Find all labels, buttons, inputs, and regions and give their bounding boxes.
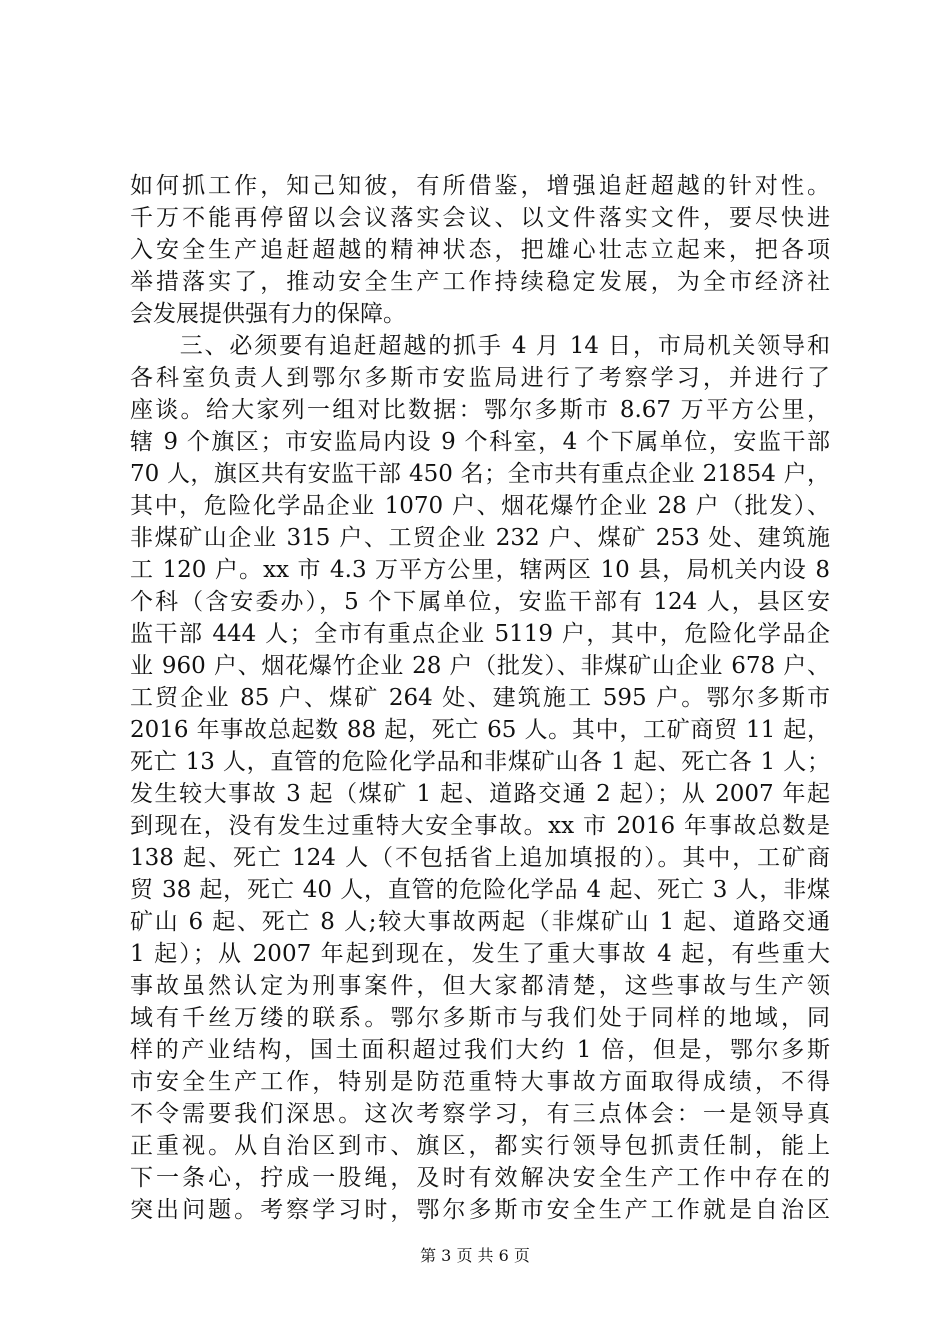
- text-line: 工贸企业 85 户、煤矿 264 处、建筑施工 595 户。鄂尔多斯市: [130, 685, 830, 711]
- text-line: 座谈。给大家列一组对比数据：鄂尔多斯市 8.67 万平方公里，: [130, 397, 830, 423]
- text-line: 矿山 6 起、死亡 8 人;较大事故两起（非煤矿山 1 起、道路交通: [130, 909, 830, 935]
- text-line: 工 120 户。xx 市 4.3 万平方公里，辖两区 10 县，局机关内设 8: [130, 557, 830, 583]
- text-line: 千万不能再停留以会议落实会议、以文件落实文件，要尽快进: [130, 205, 830, 231]
- text-line: 事故虽然认定为刑事案件，但大家都清楚，这些事故与生产领: [130, 973, 830, 999]
- text-line: 业 960 户、烟花爆竹企业 28 户（批发）、非煤矿山企业 678 户、: [130, 653, 830, 679]
- text-line: 各科室负责人到鄂尔多斯市安监局进行了考察学习，并进行了: [130, 365, 830, 391]
- text-line: 辖 9 个旗区；市安监局内设 9 个科室，4 个下属单位，安监干部: [130, 429, 830, 455]
- text-line: 138 起、死亡 124 人（不包括省上追加填报的）。其中，工矿商: [130, 845, 830, 871]
- text-line: 样的产业结构，国土面积超过我们大约 1 倍，但是，鄂尔多斯: [130, 1037, 830, 1063]
- text-line: 入安全生产追赶超越的精神状态，把雄心壮志立起来，把各项: [130, 237, 830, 263]
- text-line: 非煤矿山企业 315 户、工贸企业 232 户、煤矿 253 处、建筑施: [130, 525, 830, 551]
- text-line: 个科（含安委办），5 个下属单位，安监干部有 124 人，县区安: [130, 589, 830, 615]
- text-line: 其中，危险化学品企业 1070 户、烟花爆竹企业 28 户（批发）、: [130, 493, 830, 519]
- body-text: [130, 170, 830, 1226]
- text-line: 不令需要我们深思。这次考察学习，有三点体会：一是领导真: [130, 1101, 830, 1127]
- text-line: 70 人，旗区共有安监干部 450 名；全市共有重点企业 21854 户，: [130, 461, 830, 487]
- text-line: 发生较大事故 3 起（煤矿 1 起、道路交通 2 起）；从 2007 年起: [130, 781, 830, 807]
- text-line: 举措落实了，推动安全生产工作持续稳定发展，为全市经济社: [130, 269, 830, 295]
- text-line: 三、必须要有追赶超越的抓手 4 月 14 日，市局机关领导和: [130, 333, 830, 359]
- text-line: 2016 年事故总起数 88 起，死亡 65 人。其中，工矿商贸 11 起，: [130, 717, 830, 743]
- text-line: 下一条心，拧成一股绳，及时有效解决安全生产工作中存在的: [130, 1165, 830, 1191]
- text-line: 域有千丝万缕的联系。鄂尔多斯市与我们处于同样的地域，同: [130, 1005, 830, 1031]
- text-line: 市安全生产工作，特别是防范重特大事故方面取得成绩，不得: [130, 1069, 830, 1095]
- text-line: 监干部 444 人；全市有重点企业 5119 户，其中，危险化学品企: [130, 621, 830, 647]
- text-line: 1 起）；从 2007 年起到现在，发生了重大事故 4 起，有些重大: [130, 941, 830, 967]
- text-line: 到现在，没有发生过重特大安全事故。xx 市 2016 年事故总数是: [130, 813, 830, 839]
- text-line: 死亡 13 人，直管的危险化学品和非煤矿山各 1 起、死亡各 1 人；: [130, 749, 830, 775]
- page-number-footer: 第 3 页 共 6 页: [420, 1246, 530, 1265]
- text-line: 如何抓工作，知己知彼，有所借鉴，增强追赶超越的针对性。: [130, 173, 830, 199]
- text-line: 突出问题。考察学习时，鄂尔多斯市安全生产工作就是自治区: [130, 1197, 830, 1223]
- text-line: 正重视。从自治区到市、旗区，都实行领导包抓责任制，能上: [130, 1133, 830, 1159]
- text-line: 贸 38 起，死亡 40 人，直管的危险化学品 4 起、死亡 3 人，非煤: [130, 877, 830, 903]
- text-line: 会发展提供强有力的保障。: [130, 301, 406, 327]
